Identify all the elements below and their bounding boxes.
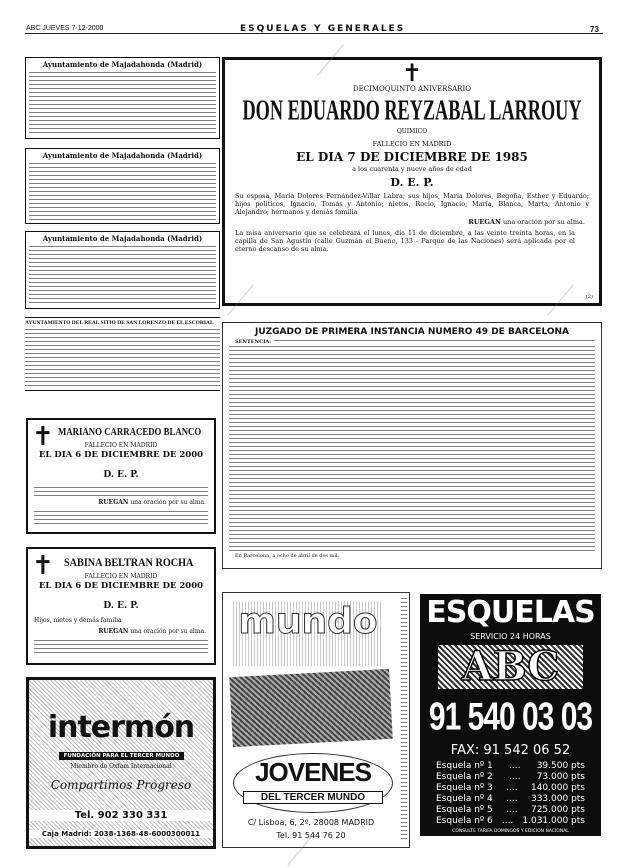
price-dots: .... [506, 805, 518, 815]
dep: D. E. P. [390, 176, 434, 189]
ruegan-rest: una oración por su alma. [130, 499, 206, 506]
court-title: JUZGADO DE PRIMERA INSTANCIA NUMERO 49 DE BARCELONA [254, 327, 570, 337]
price-footer: CONSULTE TARIFA DOMINGOS Y EDICION NACIONAL [452, 829, 569, 834]
price-label: Esquela nº 6 [436, 816, 493, 826]
cross-icon: ✝ [401, 59, 423, 87]
death-place: FALLECIO EN MADRID [372, 140, 452, 148]
price-value: 39.500 pts [536, 761, 585, 771]
ruegan: RUEGAN [98, 499, 129, 506]
jovenes-headline: mundo [233, 601, 383, 666]
ruegan-rest: una oración por su alma. [130, 628, 206, 635]
notice-title: Ayuntamiento de Majadahonda (Madrid) [42, 234, 203, 243]
dep: D. E. P. [103, 470, 139, 480]
price-dots: .... [506, 794, 518, 804]
ad-code: (2) [585, 294, 593, 300]
price-label: Esquela nº 1 [436, 761, 493, 771]
page-number: 73 [590, 25, 599, 34]
intermon-member: Miembro de Oxfam Internacional [70, 763, 172, 770]
price-label: Esquela nº 2 [436, 772, 493, 782]
court-lead: SENTENCIA: [235, 339, 272, 345]
death-place: FALLECIO EN MADRID [84, 573, 158, 580]
notice-title: Ayuntamiento de Majadahonda (Madrid) [42, 151, 203, 160]
intermon-ad [26, 677, 216, 849]
age: a los cuarenta y nueve años de edad [352, 165, 472, 173]
notice-majadahonda-3 [25, 231, 220, 309]
price-dots: .... [501, 816, 514, 826]
notice-title: Ayuntamiento de Majadahonda (Madrid) [42, 60, 203, 69]
intermon-logo: intermón [47, 710, 195, 745]
deceased-name: MARIANO CARRACEDO BLANCO [58, 426, 202, 438]
price-value: 140.000 pts [530, 783, 585, 793]
notice-body [29, 245, 216, 305]
mass-text: La misa aniversario que se celebrará el lunes, día 11 de diciembre, a las veinte treinta horas, en la capilla de San Agustín (calle Guzmán el Bueno, 133 - Parque de las Naciones) será aplicada por el eterno descanso de su alma. [235, 229, 575, 253]
death-date: EL DIA 6 DE DICIEMBRE DE 2000 [38, 450, 204, 460]
price-label: Esquela nº 5 [436, 805, 493, 815]
price-label: Esquela nº 3 [436, 783, 493, 793]
price-dots: .... [509, 761, 521, 771]
abc-logo: ABC [438, 645, 583, 689]
family-text: Su esposa, María Dolores Fernández-Villar Labra; sus hijos, María Dolores, Begoña, Esther y Eduardo; hijos políticos, Ignacio, Tomás y Antonio; nietos, Rocío, Ignacio, María, Blanca, Marta, Antonio y Alejandro; hermanos y demás familia [235, 192, 589, 216]
notice-escorial [25, 317, 220, 391]
jovenes-ad [222, 592, 410, 848]
court-notice [222, 322, 602, 569]
price-value: 1.031.000 pts [522, 816, 585, 826]
family-text: Hijos, nietos y demás familia [34, 617, 122, 624]
jovenes-logo-sub: DEL TERCER MUNDO [243, 791, 383, 804]
death-place: FALLECIO EN MADRID [84, 442, 158, 449]
esquelas-abc-ad [420, 594, 601, 836]
vertical-credit-text [401, 597, 407, 842]
price-dots: .... [506, 783, 518, 793]
price-value: 725.000 pts [530, 805, 585, 815]
deceased-name: SABINA BELTRAN ROCHA [64, 555, 194, 569]
anniversary-label: DECIMOQUINTO ANIVERSARIO [353, 85, 471, 93]
jovenes-logo: JOVENES [255, 757, 371, 787]
cross-icon: ✝ [32, 551, 54, 581]
price-row [420, 772, 601, 783]
court-text-line [274, 339, 595, 344]
esquelas-title: ESQUELAS [426, 595, 595, 630]
notice-body [29, 71, 216, 135]
deceased-name: DON EDUARDO REYZABAL LARROUY [242, 95, 582, 127]
price-row [420, 805, 601, 816]
notice-body [29, 162, 216, 220]
price-dots: .... [509, 772, 521, 782]
children-photo [229, 669, 392, 747]
price-value: 333.000 pts [530, 794, 585, 804]
obituary-sabina [26, 547, 216, 665]
intermon-phone: Tel. 902 330 331 [29, 810, 213, 821]
intermon-tagline: FUNDACIÓN PARA EL TERCER MUNDO [59, 752, 184, 760]
intermon-slogan: Compartimos Progreso [50, 778, 192, 792]
name-row [225, 94, 599, 128]
family-text [34, 486, 208, 496]
intermon-account: Caja Madrid: 2038-1368-48-6000300011 [29, 830, 213, 838]
edition-date: ABC JUEVES 7-12-2000 [26, 25, 104, 32]
profession: QUIMICO [396, 128, 428, 135]
price-row [420, 761, 601, 772]
obituary-mariano [26, 418, 216, 534]
court-body [229, 345, 595, 553]
cross-icon: ✝ [32, 422, 54, 452]
section-title: ESQUELAS Y GENERALES [240, 24, 406, 34]
esquelas-fax: FAX: 91 542 06 52 [450, 743, 571, 758]
jovenes-phone: Tel. 91 544 76 20 [276, 831, 346, 840]
price-list [420, 761, 601, 827]
price-row [420, 783, 601, 794]
service-hours: SERVICIO 24 HORAS [470, 632, 551, 641]
notice-majadahonda-2 [25, 148, 220, 224]
funeral-text [34, 510, 208, 526]
death-date: EL DIA 6 DE DICIEMBRE DE 2000 [38, 581, 204, 591]
ruegan: RUEGAN [98, 628, 129, 635]
death-date: EL DIA 7 DE DICIEMBRE DE 1985 [296, 150, 528, 164]
notice-body [25, 328, 220, 388]
funeral-text [34, 639, 208, 655]
obituary-reyzabal [222, 57, 602, 306]
price-row [420, 816, 601, 827]
esquelas-phone: 91 540 03 03 [428, 695, 593, 739]
ruegan-rest: una oración por su alma. [503, 218, 585, 226]
notice-majadahonda-1 [25, 57, 220, 139]
notice-title: AYUNTAMIENTO DEL REAL SITIO DE SAN LORENZO DE EL ESCORIAL [25, 320, 214, 326]
price-label: Esquela nº 4 [436, 794, 493, 804]
jovenes-address: C/ Lisboa, 6, 2º. 28008 MADRID [247, 818, 375, 827]
price-value: 73.000 pts [536, 772, 585, 782]
ruegan: RUEGAN [468, 218, 501, 226]
price-row [420, 794, 601, 805]
dep: D. E. P. [103, 601, 139, 611]
court-closing: En Barcelona, a ocho de abril de dos mil. [235, 553, 340, 559]
